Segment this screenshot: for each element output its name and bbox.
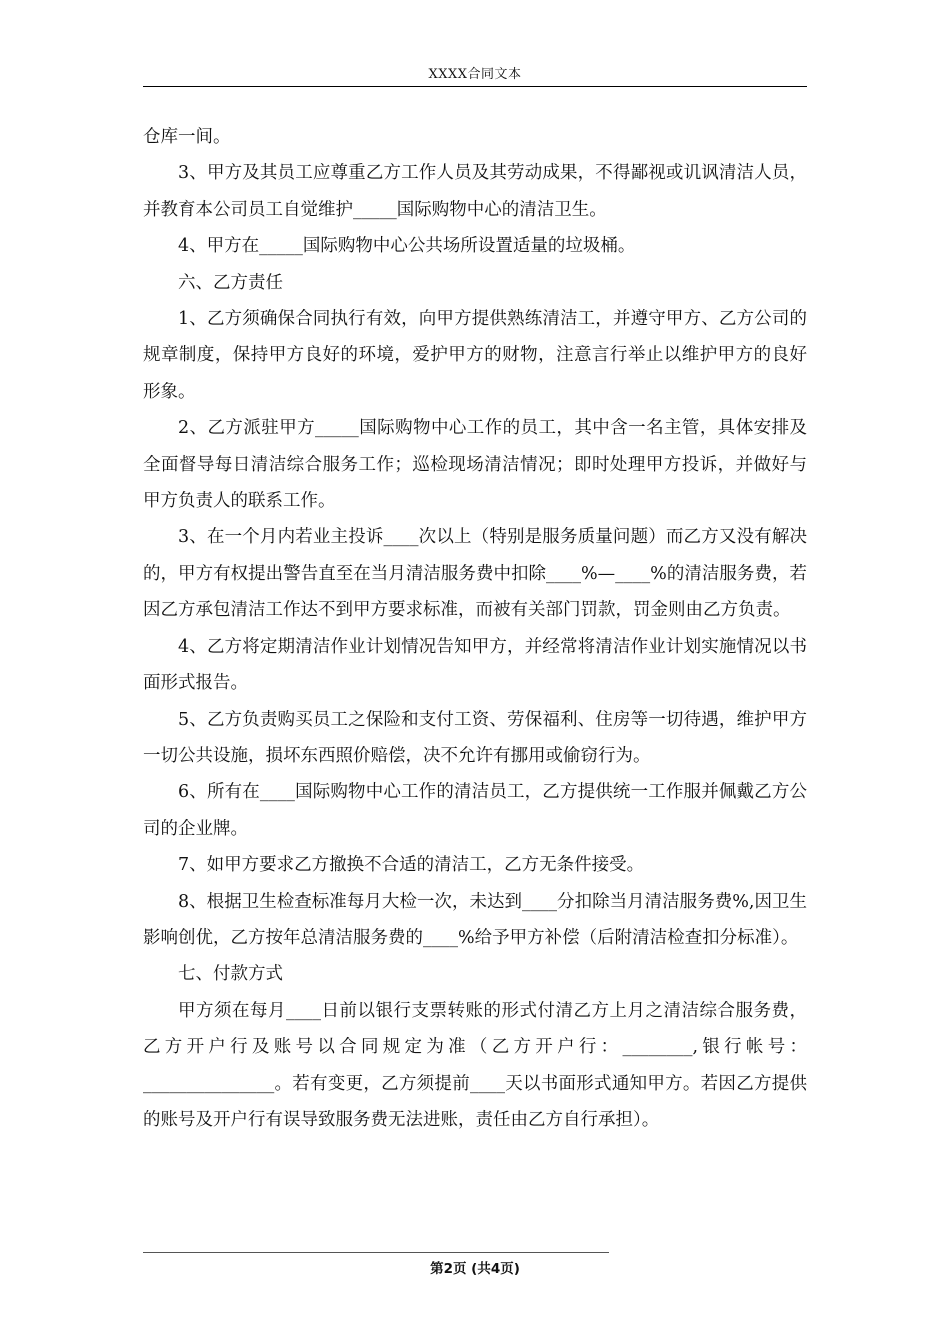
- document-header-title: XXXX合同文本: [428, 67, 522, 82]
- clause-yi-7: 7、如甲方要求乙方撤换不合适的清洁工，乙方无条件接受。: [178, 855, 645, 876]
- clause-yi-8: 8、根据卫生检查标准每月大检一次，未达到____分扣除当月清洁服务费%,因卫生影响创优，乙方按年总清洁服务费的____%给予甲方补偿（后附清洁检查扣分标准）。: [143, 891, 807, 948]
- clause-yi-3: 3、在一个月内若业主投诉____次以上（特别是服务质量问题）而乙方又没有解决的，甲方有权提出警告直至在当月清洁服务费中扣除____%—____%的清洁服务费，若因乙方承包清洁工作达不到甲方要求标准，而被有关部门罚款，罚金则由乙方负责。: [143, 527, 807, 621]
- clause-yi-6: 6、所有在____国际购物中心工作的清洁员工，乙方提供统一工作服并佩戴乙方公司的企业牌。: [143, 782, 807, 839]
- paragraph-continuation: 仓库一间。: [143, 127, 231, 147]
- clause-yi-2: 2、乙方派驻甲方_____国际购物中心工作的员工，其中含一名主管，具体安排及全面督导每日清洁综合服务工作；巡检现场清洁情况；即时处理甲方投诉，并做好与甲方负责人的联系工作。: [143, 418, 807, 512]
- clause-jia-3: 3、甲方及其员工应尊重乙方工作人员及其劳动成果，不得鄙视或讥讽清洁人员，并教育本公司员工自觉维护_____国际购物中心的清洁卫生。: [143, 163, 807, 220]
- document-body: [143, 119, 807, 1138]
- page-number: 第2页 (共4页): [430, 1261, 520, 1277]
- clause-yi-5: 5、乙方负责购买员工之保险和支付工资、劳保福利、住房等一切待遇，维护甲方一切公共设施，损坏东西照价赔偿，决不允许有挪用或偷窃行为。: [143, 709, 807, 766]
- footer-divider: [143, 1252, 609, 1253]
- clause-payment: 甲方须在每月____日前以银行支票转账的形式付清乙方上月之清洁综合服务费，乙方开户行及账号以合同规定为准（乙方开户行：________,银行帐号：_______________。若有变更，乙方须提前____天以书面形式通知甲方。若因乙方提供的账号及开户行有误导致服务费无法进账，责任由乙方自行承担）。: [143, 1000, 807, 1130]
- clause-yi-4: 4、乙方将定期清洁作业计划情况告知甲方，并经常将清洁作业计划实施情况以书面形式报告。: [143, 636, 807, 694]
- section-heading-yi-responsibility: 六、乙方责任: [178, 272, 283, 293]
- clause-yi-1: 1、乙方须确保合同执行有效，向甲方提供熟练清洁工，并遵守甲方、乙方公司的规章制度，保持甲方良好的环境，爱护甲方的财物，注意言行举止以维护甲方的良好形象。: [143, 309, 807, 402]
- header-divider: [143, 86, 807, 87]
- section-heading-payment: 七、付款方式: [178, 964, 283, 985]
- clause-jia-4: 4、甲方在_____国际购物中心公共场所设置适量的垃圾桶。: [178, 236, 636, 257]
